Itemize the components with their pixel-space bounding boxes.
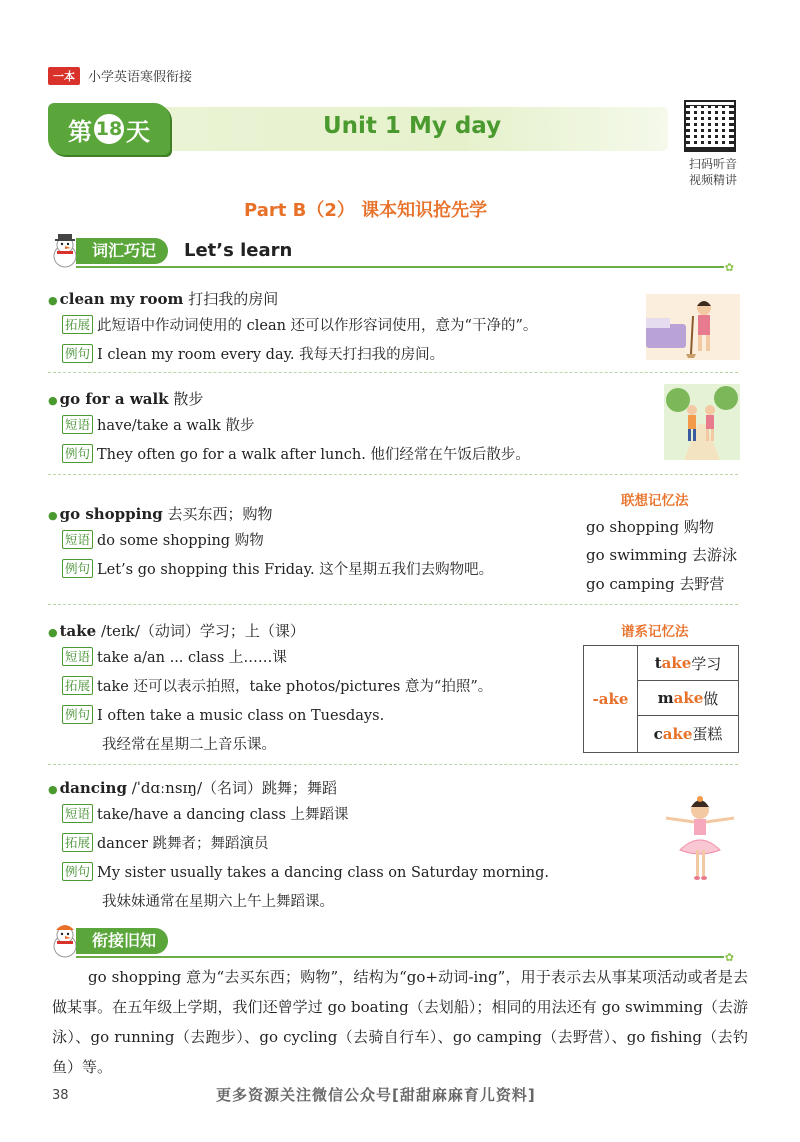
cell-prefix: m <box>657 689 674 707</box>
entry-row <box>62 556 493 585</box>
headword: ● go shopping 去买东西；购物 <box>48 505 273 523</box>
association-line: go swimming 去游泳 <box>586 546 738 564</box>
unit-title-bar <box>48 103 668 155</box>
entry-row-translation: 我经常在星期二上音乐课。 <box>102 737 276 753</box>
association-line: go shopping 购物 <box>586 518 714 536</box>
headword-gloss: 去买东西；购物 <box>162 505 273 523</box>
cell-prefix: t <box>654 654 662 672</box>
cell-prefix: c <box>653 724 663 743</box>
row-tag: 短语 <box>62 415 93 434</box>
headword-text: dancing <box>59 779 127 797</box>
cell-suffix: ake <box>661 654 692 672</box>
row-text: I clean my room every day. 我每天打扫我的房间。 <box>97 347 445 363</box>
row-text: do some shopping 购物 <box>97 533 264 549</box>
headword-gloss: /teɪk/（动词）学习；上（课） <box>96 622 305 640</box>
section-vocabulary-header <box>48 232 738 274</box>
word-family-suffix: -ake <box>584 646 638 752</box>
association-memory-title: 联想记忆法 <box>621 493 689 509</box>
vocab-entry <box>48 288 537 370</box>
section-pill: 词汇巧记 <box>76 238 168 264</box>
vocab-entry <box>48 620 492 760</box>
section-underline <box>76 266 724 268</box>
association-line: go camping 去野营 <box>586 575 725 593</box>
word-family-cell <box>638 681 738 716</box>
entry-row <box>62 527 493 556</box>
headword: ● go for a walk 散步 <box>48 390 204 408</box>
entry-row <box>62 801 549 830</box>
row-text: dancer 跳舞者；舞蹈演员 <box>97 836 269 852</box>
word-family-title: 谱系记忆法 <box>621 624 689 640</box>
headword: ● clean my room 打扫我的房间 <box>48 290 279 308</box>
vocab-entry <box>48 388 530 470</box>
children-walking-illustration <box>664 384 740 460</box>
row-text: 此短语中作动词使用的 clean 还可以作形容词使用，意为“干净的”。 <box>97 318 538 334</box>
row-tag: 短语 <box>62 530 93 549</box>
entry-row <box>62 702 492 731</box>
entry-row-translation: 我妹妹通常在星期六上午上舞蹈课。 <box>102 894 334 910</box>
day-prefix: 第 <box>68 117 92 146</box>
headword: ● take /teɪk/（动词）学习；上（课） <box>48 622 305 640</box>
entry-row <box>62 859 549 888</box>
footer-note: 更多资源关注微信公众号[甜甜麻麻育儿资料] <box>216 1086 536 1104</box>
row-text: I often take a music class on Tuesdays. <box>97 708 385 724</box>
section-pill: 衔接旧知 <box>76 928 168 954</box>
cell-meaning: 学习 <box>691 654 722 673</box>
review-paragraph: go shopping 意为“去买东西；购物”，结构为“go+动词-ing”，用于表示去从事某项活动或者是去做某事。在五年级上学期，我们还曾学过 go boating（去划船）；相同的用法还有 go swimming（去游泳）、go running（去跑步）、go cycling（去骑自行车）、go camping（去野营）、go fishing（去钓鱼）等。 <box>52 968 748 1076</box>
row-text: take a/an ... class 上……课 <box>97 650 287 666</box>
cell-meaning: 蛋糕 <box>692 725 723 743</box>
row-tag: 例句 <box>62 344 93 363</box>
brand-logo: 一本 <box>48 67 80 85</box>
headword-gloss: /ˈdɑːnsɪŋ/（名词）跳舞；舞蹈 <box>126 779 338 797</box>
row-tag: 例句 <box>62 862 93 881</box>
cell-suffix: ake <box>673 689 704 707</box>
row-text: Let’s go shopping this Friday. 这个星期五我们去购物吧。 <box>97 562 494 578</box>
page-number: 38 <box>52 1088 69 1103</box>
word-family-table <box>583 645 739 753</box>
entry-row <box>62 830 549 859</box>
headword-text: take <box>59 622 97 640</box>
day-badge <box>48 103 170 155</box>
row-text: take/have a dancing class 上舞蹈课 <box>97 807 349 823</box>
word-family-cell <box>638 646 738 681</box>
word-family-cell <box>638 716 738 751</box>
qr-code-icon[interactable] <box>684 100 736 152</box>
vocab-entry <box>48 503 493 585</box>
row-tag: 例句 <box>62 559 93 578</box>
row-text: My sister usually takes a dancing class on Saturday morning. <box>97 865 549 881</box>
entry-row <box>62 312 537 341</box>
row-tag: 拓展 <box>62 676 93 695</box>
headword-text: go for a walk <box>59 390 169 408</box>
day-number: 18 <box>94 114 124 144</box>
headword-gloss: 打扫我的房间 <box>183 290 279 308</box>
entry-divider <box>48 372 738 373</box>
flower-icon: ✿ <box>724 261 734 274</box>
row-tag: 例句 <box>62 444 93 463</box>
unit-title: Unit 1 My day <box>323 113 502 139</box>
vocab-entry <box>48 777 549 917</box>
cell-suffix: ake <box>662 724 693 743</box>
row-text: They often go for a walk after lunch. 他们经常在午饭后散步。 <box>97 447 530 463</box>
section-review-header <box>48 922 738 964</box>
section-underline <box>76 956 724 958</box>
qr-caption <box>678 156 748 188</box>
headword-text: go shopping <box>59 505 163 523</box>
row-text: have/take a walk 散步 <box>97 418 255 434</box>
brand-text: 小学英语寒假衔接 <box>88 70 193 85</box>
headword: ● dancing /ˈdɑːnsɪŋ/（名词）跳舞；舞蹈 <box>48 779 338 797</box>
entry-divider <box>48 764 738 765</box>
part-title: Part B（2） 课本知识抢先学 <box>244 200 488 221</box>
girl-cleaning-illustration <box>646 294 740 360</box>
row-tag: 例句 <box>62 705 93 724</box>
row-tag: 短语 <box>62 647 93 666</box>
qr-caption-line1: 扫码听音 <box>688 157 737 171</box>
entry-row <box>62 673 492 702</box>
entry-row <box>62 341 537 370</box>
row-tag: 短语 <box>62 804 93 823</box>
row-tag: 拓展 <box>62 833 93 852</box>
cell-meaning: 做 <box>703 689 719 708</box>
row-tag: 拓展 <box>62 315 93 334</box>
ballerina-illustration <box>660 792 740 888</box>
headword-text: clean my room <box>59 290 184 308</box>
entry-divider <box>48 604 738 605</box>
section-english-title: Let’s learn <box>184 240 293 261</box>
entry-row <box>62 441 530 470</box>
flower-icon: ✿ <box>724 951 734 964</box>
entry-row <box>62 412 530 441</box>
entry-divider <box>48 474 738 475</box>
headword-gloss: 散步 <box>168 390 204 408</box>
day-suffix: 天 <box>126 117 150 146</box>
row-text: take 还可以表示拍照，take photos/pictures 意为“拍照”。 <box>97 679 493 695</box>
header-brand <box>48 66 192 85</box>
qr-caption-line2: 视频精讲 <box>688 173 737 187</box>
entry-row <box>62 644 492 673</box>
